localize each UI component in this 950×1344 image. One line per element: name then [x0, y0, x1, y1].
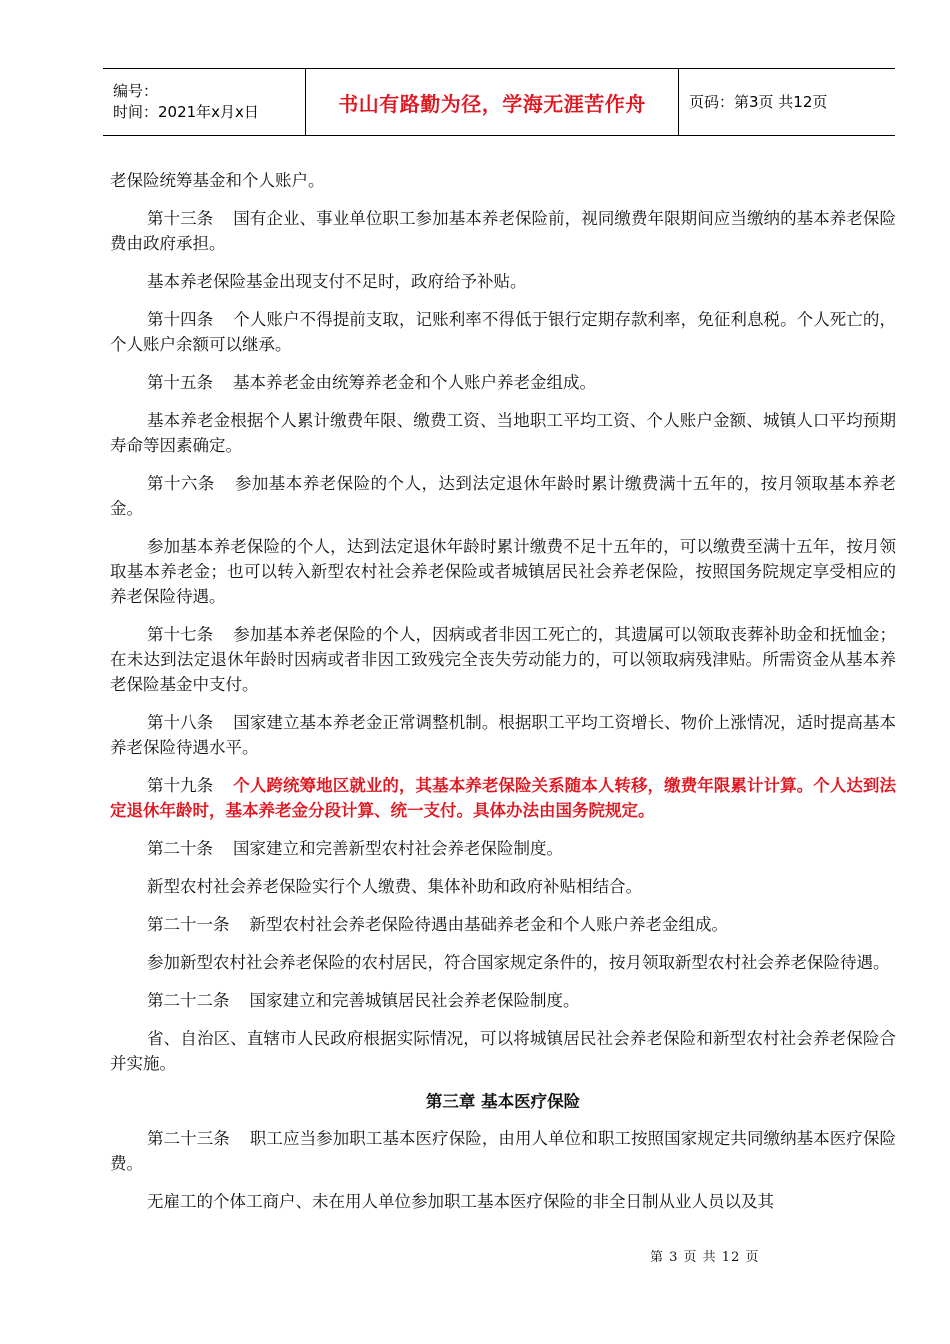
article-number: 第十八条	[147, 713, 214, 732]
document-time-label: 时间：2021年x月x日	[113, 103, 259, 121]
article-19	[110, 773, 896, 823]
article-number: 第二十一条	[147, 915, 230, 934]
chapter-title: 第三章 基本医疗保险	[425, 1092, 581, 1111]
header-meta	[103, 69, 306, 135]
article-17: 第十七条 参加基本养老保险的个人，因病或者非因工死亡的，其遗属可以领取丧葬补助金和抚恤金；在未达到法定退休年龄时因病或者非因工致残完全丧失劳动能力的，可以领取病残津贴。所需资金从基本养老保险基金中支付。	[110, 625, 897, 694]
header-page-number: 页码：第3页 共12页	[689, 92, 828, 111]
article-number: 第十三条	[147, 209, 214, 228]
article-number: 第十九条	[147, 776, 214, 795]
article-number: 第二十二条	[147, 991, 230, 1010]
page-footer: 第 3 页 共 12 页	[650, 1250, 760, 1265]
article-number: 第二十三条	[147, 1129, 230, 1148]
article-number: 第十五条	[147, 373, 213, 392]
article-15: 第十五条 基本养老金由统筹养老金和个人账户养老金组成。	[147, 373, 596, 392]
article-number: 第十七条	[147, 625, 214, 644]
article-18: 第十八条 国家建立基本养老金正常调整机制。根据职工平均工资增长、物价上涨情况，适时提高基本养老保险待遇水平。	[110, 713, 897, 757]
document-body	[110, 168, 896, 1227]
article-23: 第二十三条 职工应当参加职工基本医疗保险，由用人单位和职工按照国家规定共同缴纳基本医疗保险费。	[110, 1129, 897, 1173]
article-14: 第十四条 个人账户不得提前支取，记账利率不得低于银行定期存款利率，免征利息税。个人死亡的，个人账户余额可以继承。	[110, 310, 897, 354]
document-number-label: 编号：	[113, 82, 159, 100]
paragraph: 基本养老金根据个人累计缴费年限、缴费工资、当地职工平均工资、个人账户金额、城镇人口平均预期寿命等因素确定。	[110, 411, 896, 455]
paragraph: 参加基本养老保险的个人，达到法定退休年龄时累计缴费不足十五年的，可以缴费至满十五年，按月领取基本养老金；也可以转入新型农村社会养老保险或者城镇居民社会养老保险，按照国务院规定享受相应的养老保险待遇。	[110, 537, 896, 606]
article-13: 第十三条 国有企业、事业单位职工参加基本养老保险前，视同缴费年限期间应当缴纳的基本养老保险费由政府承担。	[110, 209, 897, 253]
paragraph: 新型农村社会养老保险实行个人缴费、集体补助和政府补贴相结合。	[147, 877, 642, 896]
paragraph: 基本养老保险基金出现支付不足时，政府给予补贴。	[147, 272, 527, 291]
paragraph: 参加新型农村社会养老保险的农村居民，符合国家规定条件的，按月领取新型农村社会养老保险待遇。	[147, 953, 890, 972]
header-motto-cell	[306, 69, 679, 135]
article-22: 第二十二条 国家建立和完善城镇居民社会养老保险制度。	[147, 991, 580, 1010]
paragraph: 无雇工的个体工商户、未在用人单位参加职工基本医疗保险的非全日制从业人员以及其	[147, 1192, 774, 1211]
highlighted-text: 个人跨统筹地区就业的，其基本养老保险关系随本人转移，缴费年限累计计算。个人达到法定退休年龄时，基本养老金分段计算、统一支付。具体办法由国务院规定。	[110, 776, 897, 820]
article-21: 第二十一条 新型农村社会养老保险待遇由基础养老金和个人账户养老金组成。	[147, 915, 728, 934]
article-number: 第十六条	[147, 474, 215, 493]
paragraph: 省、自治区、直辖市人民政府根据实际情况，可以将城镇居民社会养老保险和新型农村社会养老保险合并实施。	[110, 1029, 896, 1073]
article-16: 第十六条 参加基本养老保险的个人，达到法定退休年龄时累计缴费满十五年的，按月领取基本养老金。	[110, 474, 897, 518]
article-number: 第十四条	[147, 310, 214, 329]
header-motto: 书山有路勤为径，学海无涯苦作舟	[338, 91, 646, 116]
page-header	[103, 68, 895, 136]
header-page-cell	[679, 69, 895, 135]
paragraph: 老保险统筹基金和个人账户。	[110, 171, 325, 190]
article-number: 第二十条	[147, 839, 213, 858]
article-20: 第二十条 国家建立和完善新型农村社会养老保险制度。	[147, 839, 563, 858]
